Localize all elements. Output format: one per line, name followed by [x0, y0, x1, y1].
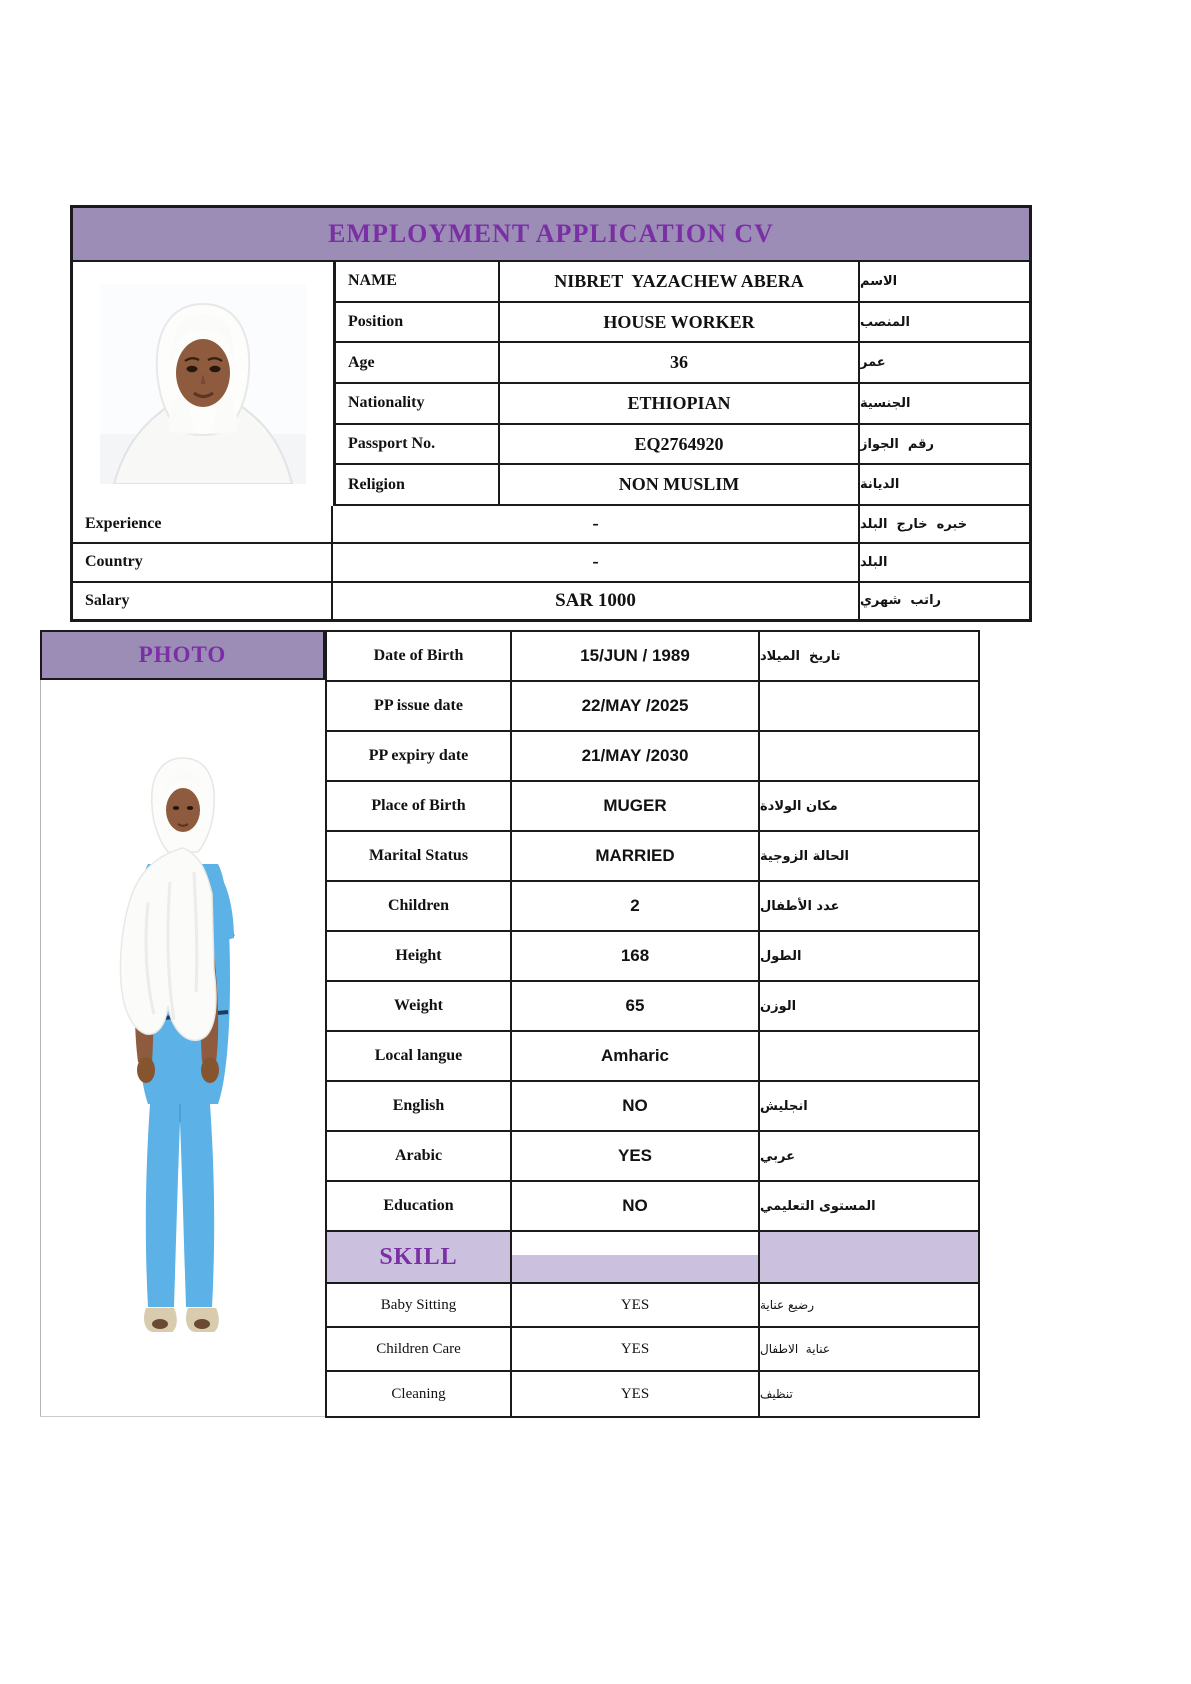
row-arabic — [327, 1132, 978, 1182]
field-value: NIBRET YAZACHEW ABERA — [500, 262, 860, 301]
field-label: Education — [327, 1182, 512, 1230]
application-bottom-section — [73, 506, 1029, 619]
field-label: PP issue date — [327, 682, 512, 730]
field-value: NO — [512, 1082, 760, 1130]
field-value: YES — [512, 1328, 760, 1370]
field-label-arabic: الوزن — [760, 998, 797, 1014]
row-children-care — [327, 1328, 978, 1372]
field-label-arabic — [760, 732, 978, 780]
row-name — [336, 262, 1029, 303]
field-label-arabic: مكان الولادة — [760, 798, 838, 814]
field-value: - — [333, 506, 860, 542]
field-value: HOUSE WORKER — [500, 303, 860, 342]
field-label: Height — [327, 932, 512, 980]
field-label-arabic: الجنسية — [860, 395, 911, 411]
field-label-arabic: رضيع عناية — [760, 1298, 815, 1312]
field-value: YES — [512, 1284, 760, 1326]
field-label: Country — [73, 544, 333, 580]
field-label-arabic: خبره خارج البلد — [860, 516, 968, 532]
field-label-arabic: رقم الجواز — [860, 436, 935, 452]
field-label: Nationality — [336, 384, 500, 423]
application-fields — [336, 262, 1029, 506]
field-value: SAR 1000 — [333, 583, 860, 619]
field-label-arabic: المنصب — [860, 314, 910, 330]
field-value: 36 — [500, 343, 860, 382]
row-position — [336, 303, 1029, 344]
field-value: 2 — [512, 882, 760, 930]
field-value: MUGER — [512, 782, 760, 830]
field-label-arabic: عربي — [760, 1148, 796, 1164]
field-label: Religion — [336, 465, 500, 504]
field-label: Local langue — [327, 1032, 512, 1080]
row-marital-status — [327, 832, 978, 882]
field-label: Baby Sitting — [327, 1284, 512, 1326]
applicant-portrait-photo — [100, 284, 306, 484]
field-label-arabic: راتب شهري — [860, 593, 942, 609]
field-label-arabic: البلد — [860, 554, 888, 570]
field-label: Cleaning — [327, 1372, 512, 1416]
field-label: Date of Birth — [327, 632, 512, 680]
portrait-photo-cell — [73, 262, 336, 506]
field-label: Salary — [73, 583, 333, 619]
field-label-arabic: الحالة الزوجية — [760, 848, 849, 864]
field-label-arabic: المستوى التعليمي — [760, 1198, 876, 1214]
field-value: 65 — [512, 982, 760, 1030]
photo-header-band — [40, 630, 325, 680]
row-pp-issue-date — [327, 682, 978, 732]
field-label-arabic: تاريخ الميلاد — [760, 648, 841, 664]
field-value: 15/JUN / 1989 — [512, 632, 760, 680]
row-nationality — [336, 384, 1029, 425]
field-value: YES — [512, 1372, 760, 1416]
page-title: EMPLOYMENT APPLICATION CV — [328, 219, 774, 248]
details-fields — [325, 630, 980, 1418]
field-label-arabic: عناية الاطفال — [760, 1342, 831, 1356]
field-label: Children — [327, 882, 512, 930]
photo-column — [40, 630, 325, 1419]
applicant-fullbody-photo — [108, 752, 258, 1372]
row-weight — [327, 982, 978, 1032]
details-table — [40, 630, 980, 1419]
field-label: PP expiry date — [327, 732, 512, 780]
field-value: 21/MAY /2030 — [512, 732, 760, 780]
field-label-arabic: عدد الأطفال — [760, 898, 840, 914]
field-label-arabic: انجليش — [760, 1098, 808, 1114]
field-label: Weight — [327, 982, 512, 1030]
row-experience — [73, 506, 1029, 544]
field-value: NO — [512, 1182, 760, 1230]
skill-section-title: SKILL — [379, 1243, 458, 1270]
field-label: Arabic — [327, 1132, 512, 1180]
fullbody-photo-cell — [40, 680, 325, 1417]
field-label-arabic: الطول — [760, 948, 802, 964]
field-label: Children Care — [327, 1328, 512, 1370]
field-value: - — [333, 544, 860, 580]
row-height — [327, 932, 978, 982]
field-label-arabic: الاسم — [860, 273, 898, 289]
field-label: NAME — [336, 262, 500, 301]
field-label: Experience — [73, 506, 333, 542]
field-value: YES — [512, 1132, 760, 1180]
application-table — [70, 205, 1032, 622]
field-label: Marital Status — [327, 832, 512, 880]
field-value: NON MUSLIM — [500, 465, 860, 504]
application-main-section — [73, 262, 1029, 506]
row-religion — [336, 465, 1029, 506]
field-label-arabic: الديانة — [860, 477, 900, 493]
field-value: Amharic — [512, 1032, 760, 1080]
row-country — [73, 544, 1029, 582]
field-label: Passport No. — [336, 425, 500, 464]
field-label-arabic — [760, 682, 978, 730]
row-english — [327, 1082, 978, 1132]
row-education — [327, 1182, 978, 1232]
field-value: MARRIED — [512, 832, 760, 880]
row-children — [327, 882, 978, 932]
field-label: Age — [336, 343, 500, 382]
row-salary — [73, 583, 1029, 619]
row-place-of-birth — [327, 782, 978, 832]
row-baby-sitting — [327, 1284, 978, 1328]
field-value: ETHIOPIAN — [500, 384, 860, 423]
row-passport-no — [336, 425, 1029, 466]
row-cleaning — [327, 1372, 978, 1416]
photo-section-title: PHOTO — [138, 642, 227, 667]
row-age — [336, 343, 1029, 384]
application-header-band — [73, 208, 1029, 262]
field-label: Position — [336, 303, 500, 342]
skill-header-row — [327, 1232, 978, 1284]
field-value: EQ2764920 — [500, 425, 860, 464]
skill-header-arabic-cell — [760, 1232, 978, 1282]
row-local-langue — [327, 1032, 978, 1082]
field-label-arabic — [760, 1032, 978, 1080]
field-label-arabic: تنظيف — [760, 1387, 793, 1401]
field-label: English — [327, 1082, 512, 1130]
row-date-of-birth — [327, 632, 978, 682]
field-value: 168 — [512, 932, 760, 980]
skill-header-middle-cell — [512, 1232, 760, 1282]
skill-header-cell — [327, 1232, 512, 1282]
field-value: 22/MAY /2025 — [512, 682, 760, 730]
row-pp-expiry-date — [327, 732, 978, 782]
field-label-arabic: عمر — [860, 355, 886, 371]
field-label: Place of Birth — [327, 782, 512, 830]
